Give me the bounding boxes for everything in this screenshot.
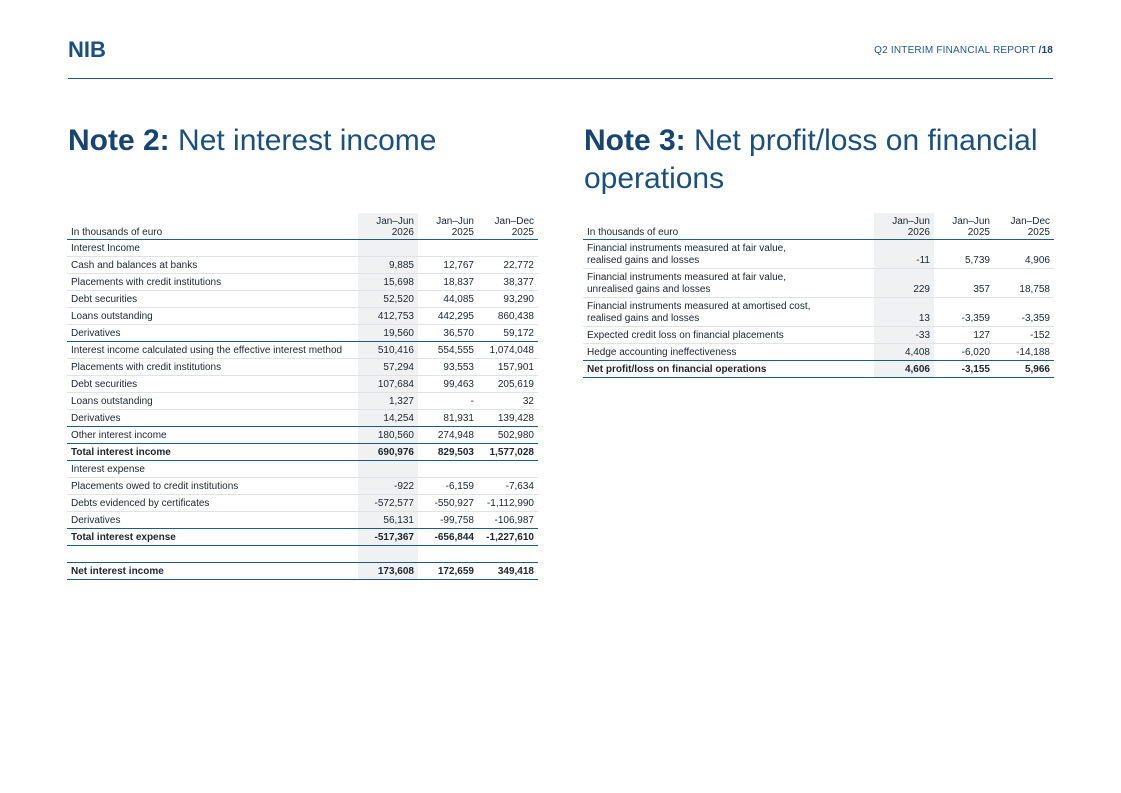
column-header-jan-dec-2025: Jan–Dec 2025 [478, 213, 538, 240]
table-row: Financial instruments measured at fair value, realised gains and losses -11 5,739 4,906 [583, 240, 1054, 269]
row-label: Net profit/loss on financial operations [583, 361, 874, 378]
row-label: Derivatives [67, 410, 358, 427]
row-label: Derivatives [67, 512, 358, 529]
total-row: Total interest income 690,976 829,503 1,577,028 [67, 444, 538, 461]
table-row: Placements with credit institutions 15,698 18,837 38,377 [67, 274, 538, 291]
row-label: Financial instruments measured at fair value, unrealised gains and losses [583, 269, 874, 298]
page-number: 18 [1041, 45, 1053, 56]
row-label: Total interest income [67, 444, 358, 461]
column-header-jan-jun-2025: Jan–Jun 2025 [418, 213, 478, 240]
row-label: Expected credit loss on financial placements [583, 327, 874, 344]
grand-total-row: Net interest income 173,608 172,659 349,418 [67, 563, 538, 580]
net-profit-loss-table [583, 213, 1054, 378]
column-header-label: In thousands of euro [67, 213, 358, 240]
row-label: Debts evidenced by certificates [67, 495, 358, 512]
table-row: Financial instruments measured at fair value, unrealised gains and losses 229 357 18,758 [583, 269, 1054, 298]
table-row: Placements with credit institutions 57,294 93,553 157,901 [67, 359, 538, 376]
table-row: Hedge accounting ineffectiveness 4,408 -6,020 -14,188 [583, 344, 1054, 361]
note3-title-number: Note 3: [584, 124, 686, 157]
table-row: Derivatives 14,254 81,931 139,428 [67, 410, 538, 427]
table-row: Placements owed to credit institutions -922 -6,159 -7,634 [67, 478, 538, 495]
total-row: Net profit/loss on financial operations 4,606 -3,155 5,966 [583, 361, 1054, 378]
column-header-jan-dec-2025: Jan–Dec 2025 [994, 213, 1054, 240]
header-rule [68, 78, 1053, 79]
table-header-row [583, 213, 1054, 240]
row-label: Interest income calculated using the effective interest method [67, 342, 358, 359]
nib-logo [68, 37, 108, 59]
row-label: Total interest expense [67, 529, 358, 546]
row-label: Financial instruments measured at amortised cost, realised gains and losses [583, 298, 874, 327]
column-header-label: In thousands of euro [583, 213, 874, 240]
note2-title-text: Net interest income [169, 124, 437, 157]
row-label: Cash and balances at banks [67, 257, 358, 274]
note2-title-number: Note 2: [68, 124, 170, 157]
table-row [67, 461, 538, 478]
row-label: Net interest income [67, 563, 358, 580]
nib-logo-icon [68, 37, 108, 59]
report-title: Q2 INTERIM FINANCIAL REPORT [874, 45, 1036, 56]
row-label: Financial instruments measured at fair value, realised gains and losses [583, 240, 874, 269]
row-label: Interest expense [67, 461, 358, 478]
row-label: Loans outstanding [67, 308, 358, 325]
row-label: Derivatives [67, 325, 358, 342]
note2-title [68, 122, 528, 160]
table-row: Cash and balances at banks 9,885 12,767 22,772 [67, 257, 538, 274]
table-row: Debt securities 52,520 44,085 93,290 [67, 291, 538, 308]
table-row: Financial instruments measured at amortised cost, realised gains and losses 13 -3,359 -3,359 [583, 298, 1054, 327]
table-row: Debt securities 107,684 99,463 205,619 [67, 376, 538, 393]
column-header-jan-jun-2025: Jan–Jun 2025 [934, 213, 994, 240]
row-label: Debt securities [67, 291, 358, 308]
column-header-jan-jun-2026: Jan–Jun 2026 [358, 213, 418, 240]
total-row: Total interest expense -517,367 -656,844 -1,227,610 [67, 529, 538, 546]
table-row: Expected credit loss on financial placements -33 127 -152 [583, 327, 1054, 344]
subtotal-row: Interest income calculated using the effective interest method 510,416 554,555 1,074,048 [67, 342, 538, 359]
note3-title [584, 122, 1054, 198]
net-interest-income-table [67, 213, 538, 580]
row-label: Other interest income [67, 427, 358, 444]
table-row: Loans outstanding 1,327 - 32 [67, 393, 538, 410]
subtotal-row: Other interest income 180,560 274,948 502,980 [67, 427, 538, 444]
table-row: Derivatives 56,131 -99,758 -106,987 [67, 512, 538, 529]
column-header-jan-jun-2026: Jan–Jun 2026 [874, 213, 934, 240]
table-header-row [67, 213, 538, 240]
spacer-row [67, 546, 538, 563]
table-row: Derivatives 19,560 36,570 59,172 [67, 325, 538, 342]
table-row: Debts evidenced by certificates -572,577 -550,927 -1,112,990 [67, 495, 538, 512]
table-row: Loans outstanding 412,753 442,295 860,438 [67, 308, 538, 325]
note3-title-text: Net profit/loss on financial operations [584, 124, 1038, 195]
page-header [874, 45, 1053, 56]
row-label: Placements with credit institutions [67, 359, 358, 376]
row-label: Placements with credit institutions [67, 274, 358, 291]
svg-text:NIB: NIB [68, 37, 106, 59]
table-row [67, 240, 538, 257]
row-label: Placements owed to credit institutions [67, 478, 358, 495]
header-separator: / [1038, 45, 1042, 56]
row-label: Loans outstanding [67, 393, 358, 410]
row-label: Hedge accounting ineffectiveness [583, 344, 874, 361]
row-label: Debt securities [67, 376, 358, 393]
row-label: Interest Income [67, 240, 358, 257]
